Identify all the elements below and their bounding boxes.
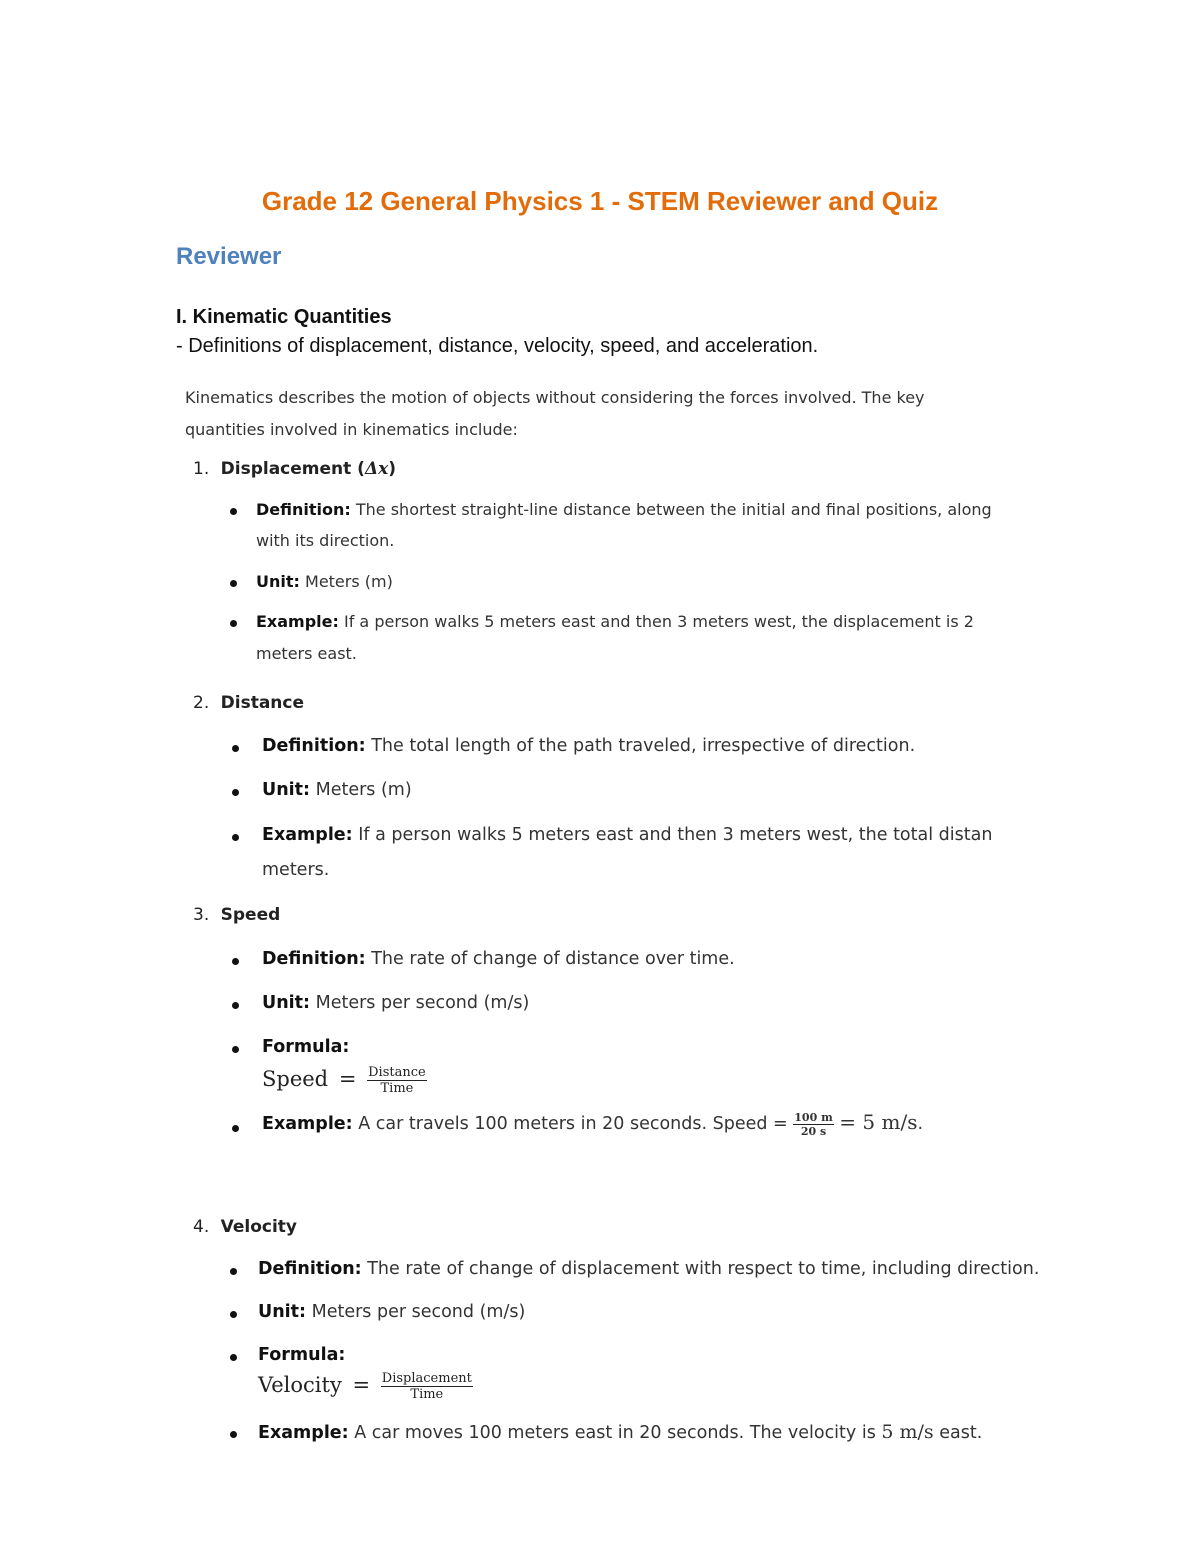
- label: Example:: [262, 1114, 353, 1134]
- numerator: Distance: [368, 1065, 426, 1080]
- item-title: Displacement (: [220, 459, 365, 479]
- speed-formula-label: [262, 1037, 349, 1057]
- bullet-icon: [230, 508, 237, 515]
- displacement-definition: [256, 500, 992, 519]
- displacement-symbol: Δx: [364, 459, 389, 479]
- text: The rate of change of displacement with respect to time, including direction.: [361, 1259, 1040, 1279]
- item-number: 3.: [193, 905, 210, 925]
- item-title: Velocity: [220, 1217, 298, 1237]
- formula-fraction: [367, 1066, 427, 1095]
- label: Unit:: [262, 993, 311, 1013]
- text: Meters (m): [299, 572, 393, 591]
- velocity-formula: [258, 1372, 473, 1401]
- intro-line-2: quantities involved in kinematics include:: [185, 420, 518, 439]
- displacement-example: [256, 612, 974, 631]
- velocity-definition: [258, 1259, 1039, 1279]
- formula-fraction: [381, 1372, 473, 1401]
- example-result: = 5 m/s: [839, 1110, 918, 1134]
- item-number: 4.: [193, 1217, 210, 1237]
- label: Unit:: [256, 572, 300, 591]
- distance-example-cont: meters.: [262, 860, 330, 880]
- formula-lhs: Speed: [262, 1067, 329, 1091]
- example-fraction: [793, 1112, 833, 1137]
- bullet-icon: [230, 1268, 237, 1275]
- item-title: Speed: [220, 905, 281, 925]
- bullet-icon: [232, 1002, 239, 1009]
- text: A car travels 100 meters in 20 seconds. Speed =: [352, 1114, 788, 1134]
- bullet-icon: [230, 1431, 237, 1438]
- speed-formula: [262, 1066, 427, 1095]
- label: Example:: [262, 825, 353, 845]
- bullet-icon: [232, 1125, 239, 1132]
- intro-line-1: Kinematics describes the motion of objects without considering the forces involved. The key: [185, 388, 925, 407]
- list-item-velocity: [193, 1217, 297, 1237]
- displacement-definition-cont: with its direction.: [256, 531, 395, 550]
- label: Example:: [256, 612, 339, 631]
- list-item-displacement: [193, 459, 396, 479]
- numerator: 100 m: [794, 1110, 833, 1124]
- formula-equals: =: [352, 1373, 371, 1397]
- text: The total length of the path traveled, irrespective of direction.: [365, 736, 916, 756]
- speed-unit: [262, 993, 529, 1013]
- numerator: Displacement: [381, 1371, 472, 1386]
- label: Definition:: [258, 1259, 362, 1279]
- text: If a person walks 5 meters east and then 3 meters west, the total distan: [352, 825, 993, 845]
- document-title: Grade 12 General Physics 1 - STEM Reviewer and Quiz: [261, 186, 939, 216]
- section-subtitle: - Definitions of displacement, distance, velocity, speed, and acceleration.: [176, 335, 819, 357]
- denominator: 20 s: [800, 1124, 827, 1138]
- label: Unit:: [262, 780, 311, 800]
- item-number: 2.: [193, 693, 210, 713]
- formula-equals: =: [338, 1067, 357, 1091]
- bullet-icon: [232, 958, 239, 965]
- bullet-icon: [230, 1354, 237, 1361]
- text: A car moves 100 meters east in 20 seconds. The velocity is: [348, 1423, 882, 1443]
- velocity-example: [258, 1421, 982, 1443]
- displacement-unit: [256, 572, 393, 591]
- bullet-icon: [232, 1046, 239, 1053]
- distance-unit: [262, 780, 412, 800]
- item-title-close: ): [388, 459, 397, 479]
- distance-definition: [262, 736, 915, 756]
- distance-example: [262, 825, 992, 845]
- label: Formula:: [258, 1345, 346, 1365]
- bullet-icon: [230, 620, 237, 627]
- text: Meters per second (m/s): [310, 993, 530, 1013]
- bullet-icon: [232, 745, 239, 752]
- text: The rate of change of distance over time.: [365, 949, 735, 969]
- text: east.: [933, 1423, 983, 1443]
- bullet-icon: [232, 834, 239, 841]
- text: Meters per second (m/s): [306, 1302, 526, 1322]
- list-item-speed: [193, 905, 280, 925]
- item-title: Distance: [220, 693, 305, 713]
- label: Example:: [258, 1423, 349, 1443]
- denominator: Time: [410, 1387, 444, 1402]
- bullet-icon: [232, 789, 239, 796]
- bullet-icon: [230, 580, 237, 587]
- text: If a person walks 5 meters east and then 3 meters west, the displacement is 2: [338, 612, 974, 631]
- text: Meters (m): [310, 780, 412, 800]
- bullet-icon: [230, 1311, 237, 1318]
- velocity-unit: [258, 1302, 525, 1322]
- label: Unit:: [258, 1302, 307, 1322]
- text: The shortest straight-line distance between the initial and final positions, along: [350, 500, 992, 519]
- label: Definition:: [262, 949, 366, 969]
- section-heading: I. Kinematic Quantities: [176, 306, 392, 328]
- velocity-formula-label: [258, 1345, 345, 1365]
- speed-definition: [262, 949, 735, 969]
- example-value: 5 m/s: [881, 1421, 934, 1443]
- formula-lhs: Velocity: [258, 1373, 342, 1397]
- label: Definition:: [256, 500, 351, 519]
- speed-example: [262, 1110, 923, 1137]
- displacement-example-cont: meters east.: [256, 644, 357, 663]
- item-number: 1.: [193, 459, 210, 479]
- label: Definition:: [262, 736, 366, 756]
- denominator: Time: [380, 1081, 414, 1096]
- label: Formula:: [262, 1037, 350, 1057]
- list-item-distance: [193, 693, 304, 713]
- reviewer-heading: Reviewer: [176, 243, 282, 270]
- text: .: [917, 1114, 924, 1134]
